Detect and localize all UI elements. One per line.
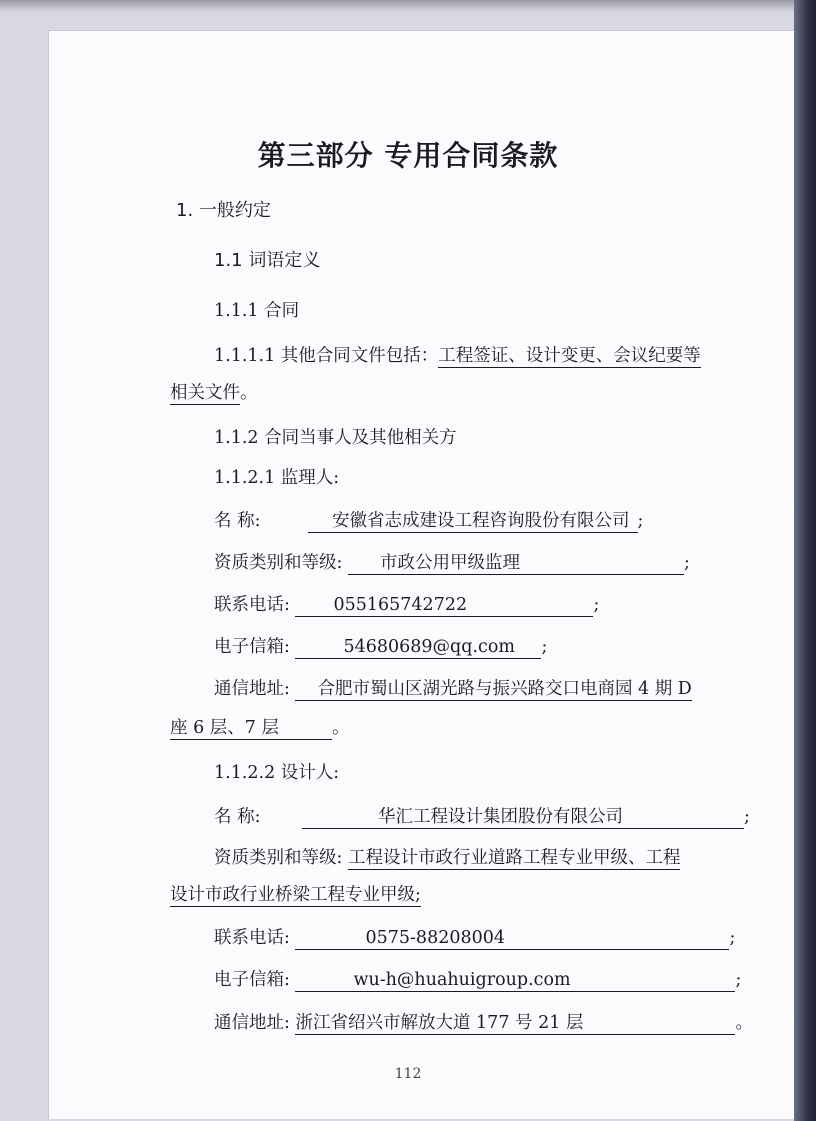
supervisor-name-label: 名 称:	[214, 511, 261, 531]
other-docs-row	[214, 345, 701, 368]
supervisor-email-end: ;	[541, 637, 548, 657]
supervisor-address-row-2	[170, 717, 350, 740]
supervisor-email-label: 电子信箱:	[214, 637, 290, 657]
other-docs-value-line2: 相关文件	[170, 383, 240, 403]
supervisor-address-label: 通信地址:	[214, 679, 290, 699]
designer-email-value: wu-h@huahuigroup.com	[295, 969, 735, 992]
designer-phone-label: 联系电话:	[214, 928, 290, 948]
designer-email-end: ;	[735, 970, 742, 990]
designer-email-label: 电子信箱:	[214, 970, 290, 990]
designer-email-row	[214, 969, 741, 992]
supervisor-address-line1: 合肥市蜀山区湖光路与振兴路交口电商园 4 期 D	[295, 678, 691, 701]
designer-grade-label: 资质类别和等级:	[214, 848, 343, 868]
designer-grade-line2: 设计市政行业桥梁工程专业甲级;	[170, 885, 421, 905]
designer-heading: 1.1.2.2 设计人:	[214, 763, 340, 783]
supervisor-grade-value: 市政公用甲级监理	[348, 552, 684, 575]
supervisor-address-row	[214, 678, 692, 701]
supervisor-address-line2: 座 6 层、7 层	[170, 717, 332, 740]
section-heading-1-1-2: 1.1.2 合同当事人及其他相关方	[214, 428, 457, 448]
section-heading-1-1-1: 1.1.1 合同	[214, 301, 300, 321]
section-heading-1: 1. 一般约定	[176, 200, 271, 221]
supervisor-name-row	[214, 510, 643, 533]
supervisor-phone-end: ;	[593, 595, 600, 615]
supervisor-phone-label: 联系电话:	[214, 595, 290, 615]
section-heading-1-1: 1.1 词语定义	[214, 250, 321, 271]
designer-phone-row	[214, 927, 735, 950]
designer-name-end: ;	[744, 807, 750, 827]
other-docs-label: 1.1.1.1 其他合同文件包括：	[214, 346, 439, 366]
supervisor-grade-label: 资质类别和等级:	[214, 553, 343, 573]
designer-name-label: 名 称:	[214, 807, 261, 827]
supervisor-phone-value: 055165742722	[295, 594, 593, 617]
other-docs-value-line1: 工程签证、设计变更、会议纪要等	[438, 346, 701, 366]
supervisor-grade-end: ;	[683, 553, 690, 573]
designer-grade-row	[214, 847, 680, 870]
supervisor-phone-row	[214, 594, 599, 617]
other-docs-end: 。	[240, 383, 258, 403]
designer-grade-row-2	[170, 884, 421, 907]
designer-address-row	[214, 1012, 753, 1035]
other-docs-row-2	[170, 382, 258, 405]
designer-address-value: 浙江省绍兴市解放大道 177 号 21 层	[295, 1012, 735, 1035]
page-number: 112	[394, 1066, 422, 1082]
supervisor-address-end: 。	[332, 718, 350, 738]
page-title: 第三部分 专用合同条款	[257, 139, 559, 172]
supervisor-grade-row	[214, 552, 690, 575]
supervisor-email-value: 54680689@qq.com	[295, 636, 541, 659]
designer-address-label: 通信地址:	[214, 1013, 290, 1033]
designer-name-value: 华汇工程设计集团股份有限公司	[302, 806, 744, 829]
supervisor-name-end: ;	[637, 511, 644, 531]
designer-phone-end: ;	[729, 928, 736, 948]
supervisor-heading: 1.1.2.1 监理人:	[214, 468, 340, 488]
designer-address-end: 。	[735, 1013, 753, 1033]
designer-phone-value: 0575-88208004	[295, 927, 729, 950]
supervisor-name-value: 安徽省志成建设工程咨询股份有限公司	[308, 510, 638, 533]
designer-name-row	[214, 806, 750, 829]
designer-grade-line1: 工程设计市政行业道路工程专业甲级、工程	[347, 848, 681, 868]
supervisor-email-row	[214, 636, 547, 659]
